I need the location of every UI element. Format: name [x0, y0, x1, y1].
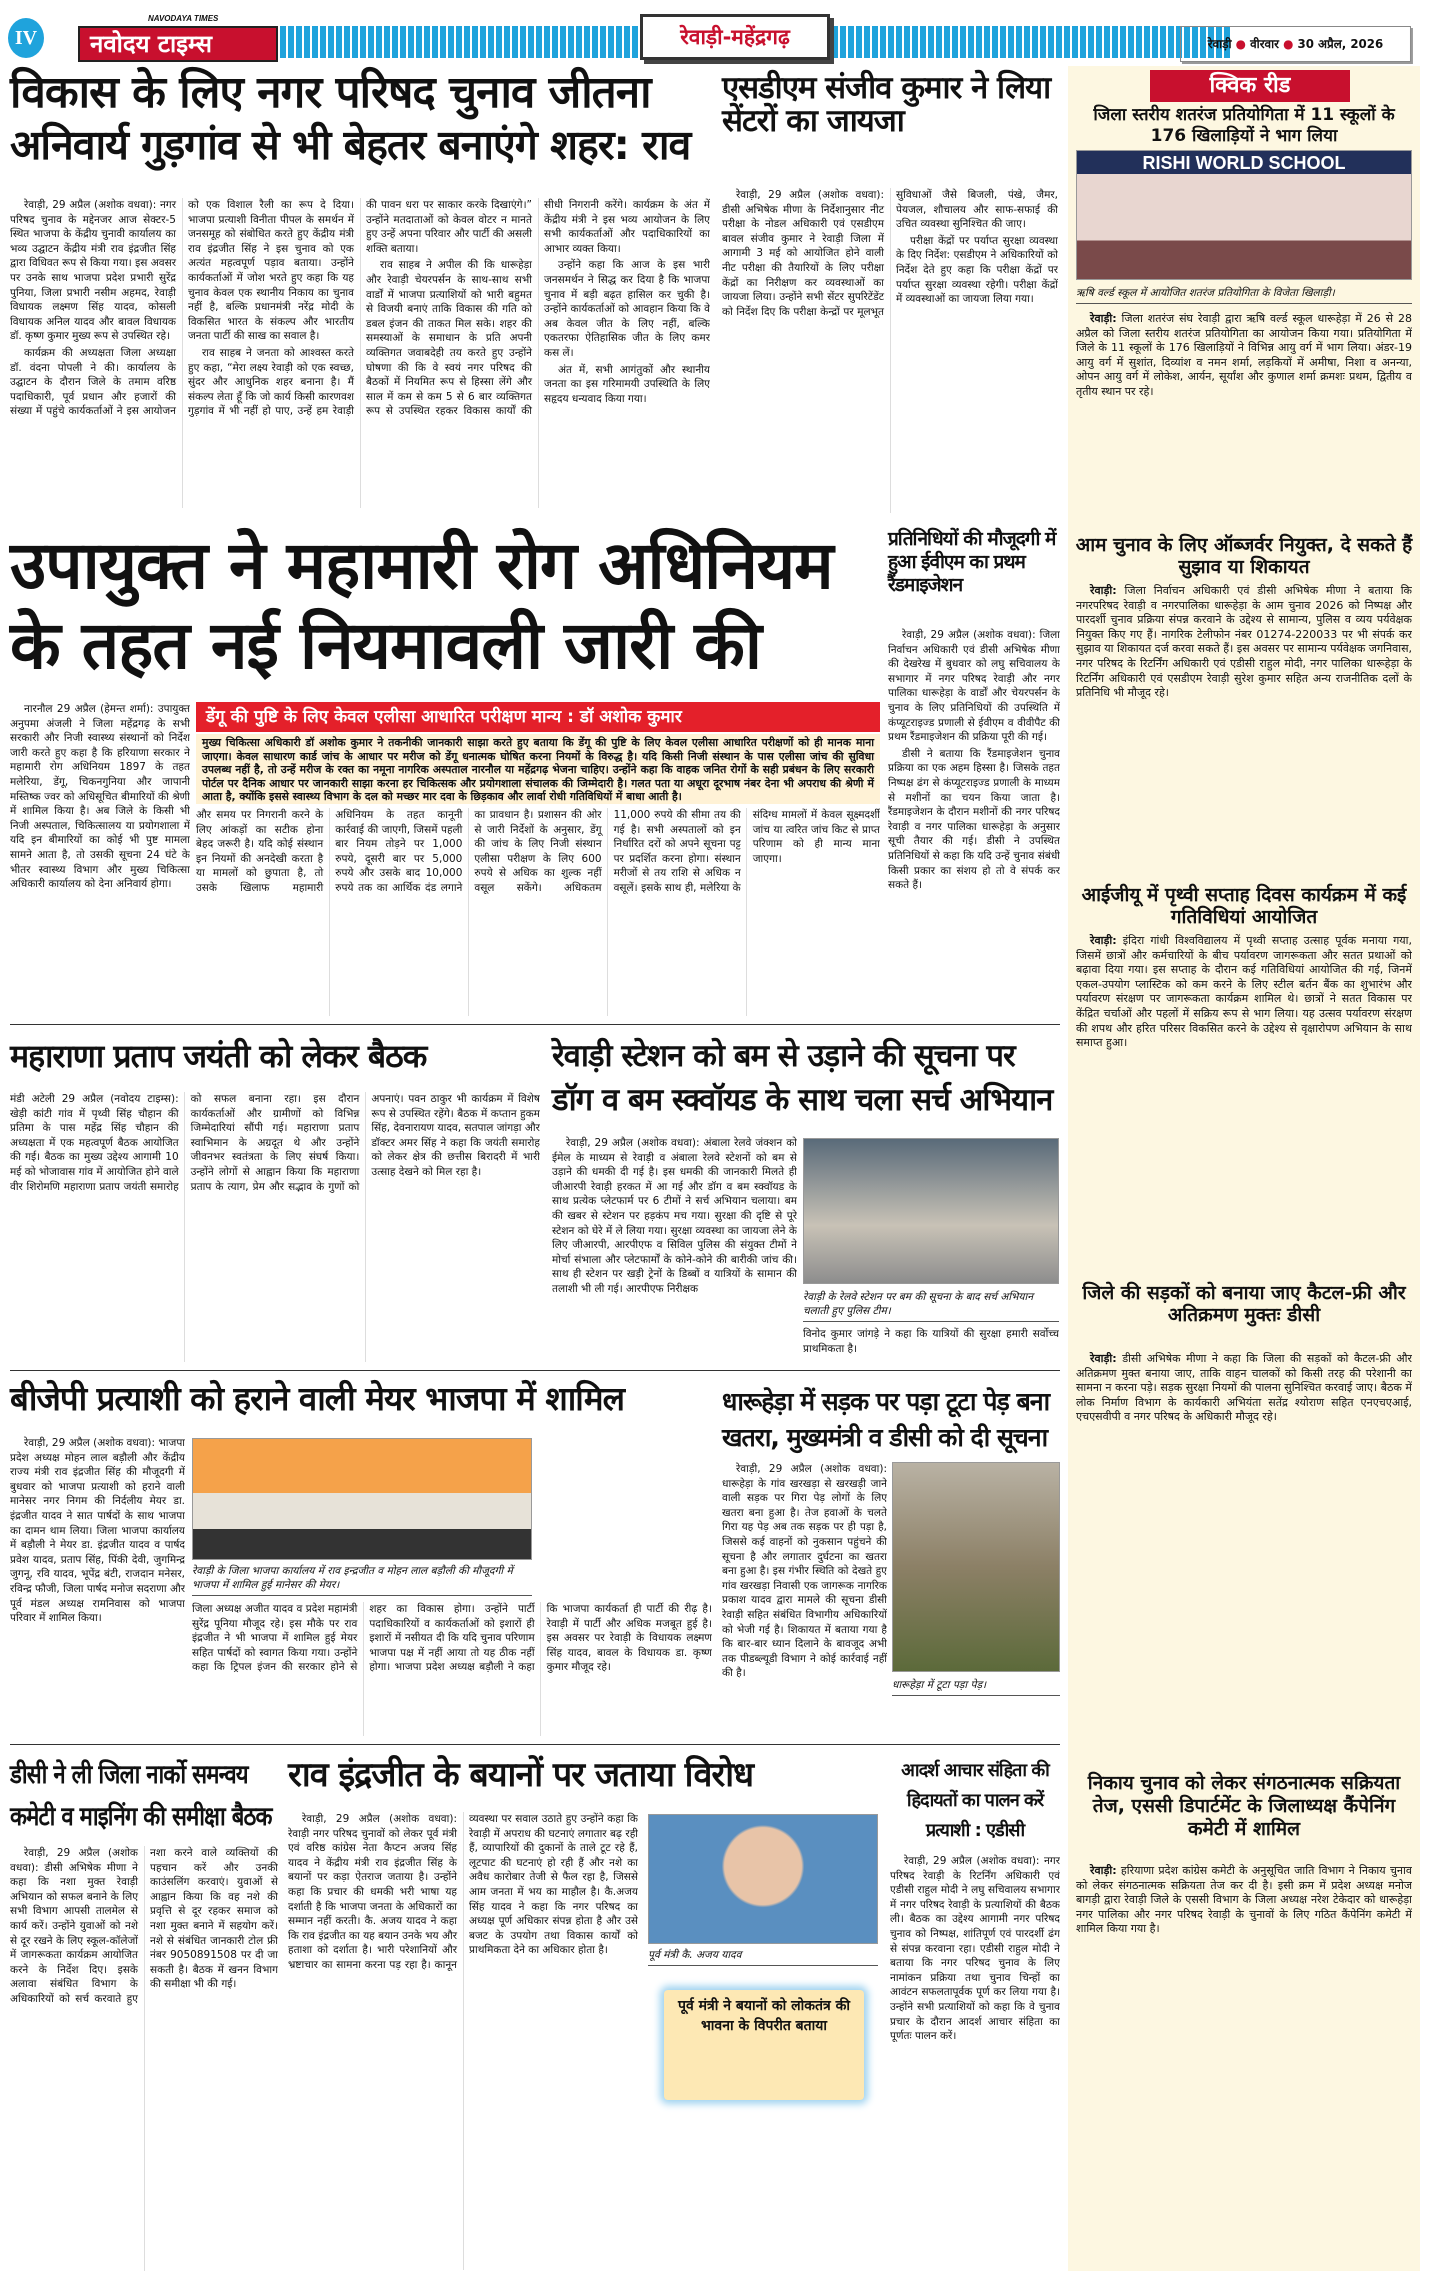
dateline-date: 30 अप्रैल, 2026	[1297, 37, 1384, 51]
quick-read-tab	[1150, 70, 1350, 102]
code-headline: आदर्श आचार संहिता की हिदायतों का पालन करें प्रत्याशी : एडीसी	[901, 1760, 1049, 1841]
dengue-banner	[196, 702, 880, 732]
observer-headline: आम चुनाव के लिए ऑब्जर्वर नियुक्त, दे सकते हैं सुझाव या शिकायत	[1075, 534, 1413, 578]
english-name: NAVODAYA TIMES	[148, 14, 219, 23]
lead-headline-line-2: अनिवार्य गुड़गांव से भी बेहतर बनाएंगे शहर: राव	[10, 121, 691, 170]
brand-logo	[78, 26, 278, 62]
photo-banner-text: RISHI WORLD SCHOOL	[1142, 153, 1346, 173]
tree-body: रेवाड़ी, 29 अप्रैल (अशोक वधवा): धारूहेड़ा के गांव खरखड़ा से खरखड़ी जाने वाली सड़क पर गिरा पेड़ लोगों के लिए खतरा बना हुआ है। तेज हवाओं के चलते गिरा यह पेड़ अब तक सड़क पर ही पड़ा है, जिससे कई वाहनों को नुकसान पहुंचने की सूचना है और लगातार दुर्घटना का खतरा बना हुआ है। इस गंभीर स्थिति को देखते हुए गांव खरखड़ा निवासी एक जागरूक नागरिक प्रकाश यादव द्वारा मामले की सूचना डीसी रेवाड़ी सहित संबंधित विभागीय अधिकारियों को भेजी गई है। शिकायत में बताया गया है कि बार-बार ध्यान दिलाने के बावजूद अभी तक पीडब्ल्यूडी विभाग ने कोई कार्रवाई नहीं की है।	[722, 1463, 887, 1680]
tree-headline: धारूहेड़ा में सड़क पर पड़ा टूटा पेड़ बना खतरा, मुख्यमंत्री व डीसी को दी सूचना	[722, 1387, 1050, 1452]
maharana-headline: महाराणा प्रताप जयंती को लेकर बैठक	[10, 1037, 427, 1075]
dateline-day: वीरवार	[1250, 37, 1279, 51]
sdm-headline: एसडीएम संजीव कुमार ने लिया सेंटरों का जायजा	[722, 70, 1051, 139]
lead-headline-line-1: विकास के लिए नगर परिषद चुनाव जीतना	[10, 67, 651, 118]
divider	[10, 1744, 1060, 1745]
sdm-body	[722, 188, 1058, 513]
narco-body: रेवाड़ी, 29 अप्रैल (अशोक वधवा): डीसी अभिषेक मीणा ने कहा कि नशा मुक्त रेवाड़ी अभियान को सफल बनाने के लिए सभी विभाग आपसी तालमेल से कार्य करें। उन्होंने युवाओं को नशे से दूर रखने के लिए स्कूल-कॉलेजों में जागरूकता कार्यक्रम आयोजित करने के निर्देश दिए। इसके अलावा संबंधित विभाग के अधिकारियों को सर्च करवाते हुए नशा करने वाले व्यक्तियों की पहचान करें और उनकी काउंसलिंग करवाएं। युवाओं से आह्वान किया कि वह नशे की प्रवृत्ति से दूर रहकर समाज को नशा मुक्त बनाने में सहयोग करें। नशे से संबंधित जानकारी टोल फ्री नंबर 9050891508 पर दी जा सकती है। बैठक में खनन विभाग की समीक्षा भी की गई।	[10, 1847, 278, 2005]
page-number-badge	[8, 18, 44, 58]
section-name: रेवाड़ी-महेंद्रगढ़	[680, 25, 790, 49]
cattle-headline: जिले की सड़कों को बनाया जाए कैटल-फ्री और अतिक्रमण मुक्तः डीसी	[1082, 1282, 1406, 1326]
chess-body	[1076, 312, 1412, 530]
section-bubble	[640, 14, 830, 60]
mayor-photo	[192, 1438, 532, 1560]
station-body: रेवाड़ी, 29 अप्रैल (अशोक वधवा): अंबाला रेलवे जंक्शन को ईमेल के माध्यम से रेवाड़ी व अंबाला रेलवे स्टेशनों को बम से उड़ाने की धमकी दी गई है। इस धमकी की जानकारी मिलते ही जीआरपी रेवाड़ी हरकत में आ गई और डॉग व बम स्क्वॉयड के साथ प्रत्येक प्लेटफार्म पर 6 टीमों ने सर्च अभियान चलाया। बम की खबर से स्टेशन पर हड़कंप मच गया। सुरक्षा की दृष्टि से पूरे स्टेशन को घेरे में ले लिया गया। सुरक्षा व्यवस्था का जायजा लेने के लिए जीआरपी, आरपीएफ व सिविल पुलिस की संयुक्त टीमों ने मोर्चा संभाला और प्लेटफार्मों के कोने-कोने की बारीकी जांच की। साथ ही स्टेशन पर खड़ी ट्रेनों के डिब्बों व यात्रियों के सामान की तलाशी भी ली गई। आरपीएफ निरीक्षक	[552, 1137, 797, 1295]
ajay-yadav-photo	[648, 1814, 878, 1944]
paragraph: राव साहब ने अपील की कि धारूहेड़ा और रेवाड़ी चेयरपर्सन के साथ-साथ सभी वार्डों में भाजपा प्रत्याशियों को भारी बहुमत से विजयी बनाएं ताकि विकास की गति को डबल इंजन की ताकत मिल सके। शहर की समस्याओं के समाधान के प्रति अपनी व्यक्तिगत जवाबदेही तय करते हुए उन्होंने घोषणा की कि वे स्वयं नगर परिषद की बैठकों में नियमित रूप से हिस्सा लेंगे और साल में कम से कम 5 से 6 बार व्यक्तिगत रूप से उपस्थित रहकर विकास कार्यों की सीधी निगरानी करेंगे। कार्यक्रम के अंत में केंद्रीय मंत्री ने इस भव्य आयोजन के लिए सभी कार्यकर्ताओं और पदाधिकारियों का आभार व्यक्त किया।	[366, 199, 710, 418]
dengue-body-left: नारनौल 29 अप्रैल (हेमन्त शर्मा): उपायुक्त अनुपमा अंजली ने जिला महेंद्रगढ़ के सभी सरकारी और निजी स्वास्थ्य संस्थानों को निर्देश जारी करते हुए कहा है कि हरियाणा सरकार ने महामारी रोग अधिनियम 1897 के तहत मलेरिया, डेंगू, चिकनगुनिया और जापानी मस्तिष्क ज्वर को अधिसूचित बीमारियों की श्रेणी में शामिल किया है। अब जिले के किसी भी निजी अस्पताल, चिकित्सालय या प्रयोगशाला में यदि इन बीमारियों का कोई भी पुष्ट मामला सामने आता है, तो उसकी सूचना 24 घंटे के भीतर स्वास्थ्य विभाग और मुख्य चिकित्सा अधिकारी कार्यालय को देना अनिवार्य होगा।	[10, 703, 190, 891]
lead-headline	[10, 67, 710, 170]
paragraph: डीसी ने बताया कि रैंडमाइजेशन चुनाव प्रक्रिया का एक अहम हिस्सा है। जिसके तहत निष्पक्ष ढंग से कंप्यूटराइज्ड प्रणाली के माध्यम से मशीनों का चयन किया जाता है। रैंडमाइजेशन के दौरान मशीनों की नगर परिषद रेवाड़ी व नगर पालिका धारूहेड़ा के अनुसार सूची तैयार की गई। डीसी ने उपस्थित प्रतिनिधियों से कहा कि यदि उन्हें चुनाव संबंधी किसी प्रकार का संशय हो तो वे संपर्क कर सकते हैं।	[888, 747, 1060, 892]
dengue-box: मुख्य चिकित्सा अधिकारी डॉ अशोक कुमार ने तकनीकी जानकारी साझा करते हुए बताया कि डेंगू की पुष्टि के लिए केवल एलीसा आधारित परीक्षणों को ही मानक माना जाएगा। केवल साधारण कार्ड जांच के आधार पर मरीज को डेंगू धनात्मक घोषित करना नियमों के विरुद्ध है। यदि किसी निजी संस्थान के पास एलीसा जांच की सुविधा उपलब्ध नहीं है, तो उन्हें मरीज के रक्त का नमूना नागरिक अस्पताल नारनौल या महेंद्रगढ़ भेजना चाहिए। उन्होंने कहा कि वाहक जनित रोगों के सही प्रबंधन के लिए सरकारी पोर्टल पर दैनिक आधार पर जानकारी साझा करना हर चिकित्सक और प्रयोगशाला संचालक की जिम्मेदारी है। गलत पता या अधूरा दूरभाष नंबर देना भी अपराध की श्रेणी में आता है, क्योंकि इससे स्वास्थ्य विभाग के दल को मच्छर मार दवा के छिड़काव और लार्वा रोधी गतिविधियों में बाधा आती है।	[196, 734, 880, 804]
lead-word: रेवाड़ी:	[1090, 1352, 1117, 1365]
paragraph: कार्यक्रम की अध्यक्षता जिला अध्यक्षा डॉ. वंदना पोपली ने की। कार्यालय के उद्घाटन के दौरान जिले के तमाम वरिष्ठ पदाधिकारी, पूर्व प्रधान और हजारों की संख्या में पहुंचे कार्यकर्ताओं ने इस आयोजन को एक विशाल रैली का रूप दे दिया। भाजपा प्रत्याशी विनीता पीपल के समर्थन में जनसमूह को संबोधित करते हुए केंद्रीय मंत्री राव इंद्रजीत सिंह ने इस चुनाव को एक अत्यंत महत्वपूर्ण पड़ाव बताया। उन्होंने कार्यकर्ताओं में जोश भरते हुए कहा कि यह चुनाव केवल एक स्थानीय निकाय का चुनाव नहीं है, बल्कि प्रधानमंत्री नरेंद्र मोदी के विकसित भारत के संकल्प और भारतीय जनता पार्टी की साख का सवाल है।	[10, 199, 354, 418]
cattle-body	[1076, 1352, 1412, 1760]
paragraph: डीसी अभिषेक मीणा ने कहा कि जिला की सड़कों को कैटल-फ्री और अतिक्रमण मुक्त बनाया जाए, ताकि वाहन चालकों को किसी तरह की परेशानी का सामना न करना पड़े। सड़क सुरक्षा नियमों की पालना सुनिश्चित करवाई जाए। बैठक में लोक निर्माण विभाग के कार्यकारी अभियंता सतेंद्र श्योराण सहित एनएचएआई, एचएसवीपी व नगर परिषद के अधिकारी मौजूद रहे।	[1076, 1352, 1412, 1424]
dateline-box: रेवाड़ी ● वीरवार ● 30 अप्रैल, 2026	[1180, 26, 1411, 62]
paragraph: हरियाणा प्रदेश कांग्रेस कमेटी के अनुसूचित जाति विभाग ने निकाय चुनाव को लेकर संगठनात्मक सक्रियता तेज कर दी है। इसी क्रम में प्रदेश अध्यक्ष मनोज बागड़ी द्वारा रेवाड़ी जिले के एससी विभाग के जिला अध्यक्ष नरेश टेकेदार को धारूहेड़ा नगर पालिका और नगर परिषद रेवाड़ी के चुनावों के लिए गठित कैंपेनिंग कमेटी में शामिल किया गया है।	[1076, 1864, 1412, 1936]
ajay-yadav-caption: पूर्व मंत्री कै. अजय यादव	[648, 1946, 878, 1966]
station-photo	[803, 1138, 1059, 1284]
paragraph: रेवाड़ी, 29 अप्रैल (अशोक वधवा): डीसी अभिषेक मीणा के निर्देशानुसार नीट परीक्षा के नोडल अधिकारी एवं एसडीएम बावल संजीव कुमार ने रेवाड़ी जिला में आगामी 3 मई को आयोजित होने वाली नीट परीक्षा की तैयारियों के लिए परीक्षा केंद्रों का निरीक्षण कर व्यवस्थाओं का जायजा लिया। उन्होंने सभी सेंटर सुपरिटेंडेंट को निर्देश दिए कि परीक्षा केन्द्रों पर मूलभूत सुविधाओं जैसे बिजली, पंखे, जैमर, पेयजल, शौचालय और साफ-सफाई की उचित व्यवस्था सुनिश्चित की जाए।	[722, 189, 1058, 318]
dengue-body-main: और समय पर निगरानी करने के लिए आंकड़ों का सटीक होना बेहद जरूरी है। यदि कोई संस्थान इन नियमों की अनदेखी करता है या मामलों को छुपाता है, तो उसके खिलाफ महामारी अधिनियम के तहत कानूनी कार्रवाई की जाएगी, जिसमें पहली बार नियम तोड़ने पर 1,000 रुपये, दूसरी बार पर 5,000 रुपये और उसके बाद 10,000 रुपये तक का आर्थिक दंड लगाने का प्रावधान है। प्रशासन की ओर से जारी निर्देशों के अनुसार, डेंगू की जांच के लिए निजी संस्थान एलीसा परीक्षण के लिए 600 रुपये से अधिक का शुल्क नहीं वसूल सकेंगे। अधिकतम 11,000 रुपये की सीमा तय की गई है। सभी अस्पतालों को इन निर्धारित दरों को अपने सूचना पट्ट पर प्रदर्शित करना होगा। संस्थान मरीजों से तय राशि से अधिक न वसूलें। इसके साथ ही, मलेरिया के संदिग्ध मामलों में केवल सूक्ष्मदर्शी जांच या त्वरित जांच किट से प्राप्त परिणाम को ही मान्य माना जाएगा।	[196, 809, 880, 894]
lead-word: रेवाड़ी:	[1090, 934, 1117, 947]
rao-protest-headline: राव इंद्रजीत के बयानों पर जताया विरोध	[288, 1755, 754, 1795]
divider	[10, 1024, 1060, 1025]
paragraph: रेवाड़ी, 29 अप्रैल (अशोक वधवा): जिला निर्वाचन अधिकारी एवं डीसी अभिषेक मीणा की देखरेख में बुधवार को लघु सचिवालय के सभागार में नगर परिषद रेवाड़ी और नगर पालिका धारूहेड़ा के वार्डों और चेयरपर्सन के चुनाव के लिए प्रतिनिधियों की उपस्थिति में कंप्यूटराइज्ड प्रणाली से ईवीएम व वीवीपैट की प्रथम रैंडमाइजेशन की प्रक्रिया पूरी की गई।	[888, 629, 1060, 744]
pull-quote	[664, 1990, 864, 2100]
sc-dept-headline: निकाय चुनाव को लेकर संगठनात्मक सक्रियता तेज, एससी डिपार्टमेंट के जिलाध्यक्ष कैंपेनिंग कमेटी में शामिल	[1087, 1772, 1401, 1840]
masthead	[0, 14, 1429, 64]
igu-body	[1076, 934, 1412, 1274]
narco-headline: डीसी ने ली जिला नार्को समन्वय कमेटी व माइनिंग की समीक्षा बैठक	[10, 1760, 272, 1832]
page-number: IV	[14, 26, 38, 49]
lead-body	[10, 198, 710, 508]
mayor-headline: बीजेपी प्रत्याशी को हराने वाली मेयर भाजपा में शामिल	[10, 1379, 624, 1418]
lead-word: रेवाड़ी:	[1090, 1864, 1117, 1877]
paragraph: इंदिरा गांधी विश्वविद्यालय में पृथ्वी सप्ताह उत्साह पूर्वक मनाया गया, जिसमें छात्रों और कर्मचारियों के बीच पर्यावरण जागरूकता और सतत प्रथाओं को बढ़ावा दिया गया। इस सप्ताह के दौरान कई गतिविधियां आयोजित की गई, जिनमें एकल-उपयोग प्लास्टिक को कम करने के लिए स्टील बर्तन बैंक का शुभारंभ और पर्यावरण संरक्षण पर जागरूकता कार्यक्रम शामिल थे। छात्रों ने सतत विकास पर केंद्रित चर्चाओं और पहलों में सक्रिय रूप से भाग लिया। यह उत्सव पर्यावरण संरक्षण की शपथ और हरित परिसर विकसित करने के उद्देश्य से वृक्षारोपण अभियान के साथ समाप्त हुआ।	[1076, 934, 1412, 1050]
divider	[10, 1370, 1060, 1371]
mayor-caption: रेवाड़ी के जिला भाजपा कार्यालय में राव इन्द्रजीत व मोहन लाल बड़ौली की मौजूदगी में भाजपा में शामिल हुई मानेसर की मेयर।	[192, 1562, 532, 1596]
station-caption: रेवाड़ी के रेलवे स्टेशन पर बम की सूचना के बाद सर्च अभियान चलाती हुए पुलिस टीम।	[803, 1288, 1059, 1322]
chess-headline: जिला स्तरीय शतरंज प्रतियोगिता में 11 स्कूलों के 176 खिलाड़ियों ने भाग लिया	[1093, 105, 1395, 146]
paragraph: परीक्षा केंद्रों पर पर्याप्त सुरक्षा व्यवस्था के दिए निर्देश: एसडीएम ने अधिकारियों को निर्देश देते हुए कहा कि परीक्षा केंद्रों पर पर्याप्त सुरक्षा व्यवस्था रहेगी। परीक्षा केंद्रों में व्यवस्थाओं का जायजा लिया गया।	[896, 234, 1058, 306]
station-headline: रेवाड़ी स्टेशन को बम से उड़ाने की सूचना पर डॉग व बम स्क्वॉयड के साथ चला सर्च अभियान	[552, 1038, 1053, 1118]
paragraph: उन्होंने कहा कि आज के इस भारी जनसमर्थन ने सिद्ध कर दिया है कि भाजपा चुनाव में बड़ी बढ़त हासिल कर चुकी है। उन्होंने कार्यकर्ताओं को आवहान किया कि वे अब केवल जीत के लिए नहीं, बल्कि एकतरफा ऐतिहासिक जीत के लिए कमर कस लें।	[544, 259, 710, 359]
dateline-city: रेवाड़ी	[1207, 37, 1232, 51]
maharana-body: मंडी अटेली 29 अप्रैल (नवोदय टाइम्स): खेड़ी कांटी गांव में पृथ्वी सिंह चौहान की प्रतिमा के पास महेंद्र सिंह चौहान की अध्यक्षता में एक महत्वपूर्ण बैठक आयोजित की गई। बैठक का मुख्य उद्देश्य आगामी 10 मई को भोजावास गांव में आयोजित होने वाले वीर शिरोमणि महाराणा प्रताप जयंती समारोह को सफल बनाना रहा। इस दौरान कार्यकर्ताओं और ग्रामीणों को विभिन्न जिम्मेदारियां सौंपी गई। महाराणा प्रताप स्वाभिमान के अग्रदूत थे और उन्होंने जीवनभर स्वतंत्रता के लिए संघर्ष किया। उन्होंने लोगों से आह्वान किया कि महाराणा प्रताप के त्याग, प्रेम और सद्भाव के गुणों को अपनाएं। पवन ठाकुर भी कार्यक्रम में विशेष रूप से उपस्थित रहेंगे। बैठक में कप्तान हुकम सिंह, देवनारायण यादव, सतपाल जांगड़ा और डॉक्टर अमर सिंह ने कहा कि जयंती समारोह को लेकर क्षेत्र की छत्तीस बिरादरी में भारी उत्साह देखने को मिल रहा है।	[10, 1093, 540, 1193]
paragraph: राव साहब ने जनता को आश्वस्त करते हुए कहा, “मेरा लक्ष्य रेवाड़ी को एक स्वच्छ, सुंदर और आधुनिक शहर बनाना है। मैं संकल्प लेता हूँ कि जो कार्य किसी कारणवश गुड़गांव में भी नहीं हो पाए, उन्हें हम रेवाड़ी की पावन धरा पर साकार करके दिखाएंगे।” उन्होंने मतदाताओं को केवल वोटर न मानते हुए उन्हें अपना परिवार और पार्टी की असली शक्ति बताया।	[188, 199, 532, 418]
pull-quote-text: पूर्व मंत्री ने बयानों को लोकतंत्र की भावना के विपरीत बताया	[678, 1998, 850, 2034]
tree-photo	[892, 1462, 1060, 1672]
dengue-banner-text: डेंगू की पुष्टि के लिए केवल एलीसा आधारित परीक्षण मान्य : डॉ अशोक कुमार	[206, 707, 682, 727]
igu-headline: आईजीयू में पृथ्वी सप्ताह दिवस कार्यक्रम में कई गतिविधियां आयोजित	[1081, 884, 1407, 928]
chess-photo	[1076, 150, 1412, 280]
brand-name: नवोदय टाइम्स	[90, 30, 213, 58]
station-after-caption: विनोद कुमार जांगड़े ने कहा कि यात्रियों की सुरक्षा हमारी सर्वोच्च प्राथमिकता है।	[803, 1328, 1059, 1355]
sc-dept-body	[1076, 1864, 1412, 2267]
lead-word: रेवाड़ी:	[1090, 584, 1117, 597]
paragraph: जिला निर्वाचन अधिकारी एवं डीसी अभिषेक मीणा ने बताया कि नगरपरिषद रेवाड़ी व नगरपालिका धारूहेड़ा के आम चुनाव 2026 को निष्पक्ष और पारदर्शी चुनाव प्रक्रिया संपन्न करवाने के उद्देश्य से सामान्य, पुलिस व व्यय पर्यवेक्षक नियुक्त किए गए हैं। नागरिक टेलीफोन नंबर 01274-220033 पर भी संपर्क कर सुझाव या शिकायत दर्ज करवा सकते हैं। इस अवसर पर सामान्य पर्यवेक्षक जगनिवास, नगर परिषद के रिटर्निंग अधिकारी एवं एडीसी राहुल मोदी, नगर पालिका धारूहेड़ा के रिटर्निंग अधिकारी एवं एसडीएम रेवाड़ी सुरेश कुमार सहित अन्य राजनीतिक दलों के प्रतिनिधि भी मौजूद रहे।	[1076, 584, 1412, 700]
mayor-body-left: रेवाड़ी, 29 अप्रैल (अशोक वधवा): भाजपा प्रदेश अध्यक्ष मोहन लाल बड़ौली और केंद्रीय राज्य मंत्री राव इंद्रजीत सिंह की मौजूदगी में बुधवार को भाजपा प्रत्याशी को हराने वाली मानेसर नगर निगम की निर्दलीय मेयर डा. इंद्रजीत यादव ने सात पार्षदों के साथ भाजपा का दामन थाम लिया। जिला भाजपा कार्यालय में बड़ौली ने मेयर डा. इंद्रजीत यादव व पार्षद प्रवेश यादव, प्रताप सिंह, पिंकी देवी, जुगमिन्द्र जुगनू, रवि यादव, भूपेंद्र बंटी, राजदान मनेसर, रविन्द्र फौजी, जिला पार्षद मनोज सदराणा और पूर्व मंडल अध्यक्ष रामनिवास को भाजपा परिवार में शामिल किया।	[10, 1437, 185, 1625]
evm-body	[888, 628, 1060, 1013]
code-body: रेवाड़ी, 29 अप्रैल (अशोक वधवा): नगर परिषद रेवाड़ी के रिटर्निंग अधिकारी एवं एडीसी राहुल मोदी ने लघु सचिवालय सभागार में नगर परिषद रेवाड़ी के प्रत्याशियों की बैठक ली। बैठक का उद्देश्य आगामी नगर परिषद चुनाव को निष्पक्ष, शांतिपूर्ण एवं पारदर्शी ढंग से संपन्न करवाना रहा। एडीसी राहुल मोदी ने बताया कि नगर परिषद चुनाव के लिए नामांकन प्रक्रिया तथा चुनाव चिन्हों का आवंटन सफलतापूर्वक पूर्ण कर लिया गया है। उन्होंने सभी प्रत्याशियों को कहा कि वे चुनाव प्रचार के दौरान आदर्श आचार संहिता का पूर्णतः पालन करें।	[890, 1855, 1060, 2043]
mayor-body-right: जिला अध्यक्ष अजीत यादव व प्रदेश महामंत्री सुरेंद्र पूनिया मौजूद रहे। इस मौके पर राव इंद्रजीत ने भी भाजपा में शामिल हुई मेयर सहित पार्षदों को स्वागत किया गया। उन्होंने कहा कि ट्रिपल इंजन की सरकार होने से शहर का विकास होगा। उन्होंने पार्टी पदाधिकारियों व कार्यकर्ताओं को इशारों ही इशारों में नसीयत दी कि यदि चुनाव परिणाम भाजपा पक्ष में नहीं आया तो यह ठीक नहीं होगा। भाजपा प्रदेश अध्यक्ष बड़ौली ने कहा कि भाजपा कार्यकर्ता ही पार्टी की रीढ़ है। रेवाड़ी में पार्टी और अधिक मजबूत हुई है। इस अवसर पर रेवाड़ी के विधायक लक्ष्मण सिंह यादव, बावल के विधायक डा. कृष्ण कुमार मौजूद रहे।	[192, 1603, 712, 1674]
chess-caption: ऋषि वर्ल्ड स्कूल में आयोजित शतरंज प्रतियोगिता के विजेता खिलाड़ी।	[1076, 284, 1412, 304]
rao-protest-body: रेवाड़ी, 29 अप्रैल (अशोक वधवा): रेवाड़ी नगर परिषद चुनावों को लेकर पूर्व मंत्री एवं वरिष्ठ कांग्रेस नेता कैप्टन अजय सिंह यादव ने केंद्रीय मंत्री राव इंद्रजीत सिंह के बयानों पर कड़ा ऐतराज जताया है। उन्होंने कहा कि प्रचार की धमकी भरी भाषा यह दर्शाती है कि भाजपा जनता के अधिकारों का सम्मान नहीं करती। कै. अजय यादव ने कहा कि राव इंद्रजीत का यह बयान उनके भय और हताशा को दर्शाता है। भारी परेशानियों और भ्रष्टाचार का सामना करना पड़ रहा है। कानून व्यवस्था पर सवाल उठाते हुए उन्होंने कहा कि रेवाड़ी में अपराध की घटनाएं लगातार बढ़ रही हैं, व्यापारियों की दुकानों के ताले टूट रहे हैं, लूटपाट की घटनाएं हो रही हैं और नशे का अवैध कारोबार तेजी से फैल रहा है, जिससे आम जनता में भय का माहौल है। कै.अजय सिंह यादव ने कहा कि नगर परिषद का अध्यक्ष पूर्ण अधिकार संपन्न होता है और उसे बजट के उपयोग तथा विकास कार्यों को प्राथमिकता देने का अधिकार होता है।	[288, 1813, 638, 1971]
evm-headline: प्रतिनिधियों की मौजूदगी में हुआ ईवीएम का प्रथम रैंडमाइजेशन	[888, 528, 1056, 596]
observer-body	[1076, 584, 1412, 878]
quick-read-label: क्विक रीड	[1209, 73, 1291, 98]
paragraph: रेवाड़ी, 29 अप्रैल (अशोक वधवा): नगर परिषद चुनाव के मद्देनजर आज सेक्टर-5 स्थित भाजपा के केंद्रीय चुनावी कार्यालय का भव्य उद्घाटन केंद्रीय मंत्री राव इंद्रजीत सिंह द्वारा विधिवत रूप से किया गया। इस अवसर पर उनके साथ भाजपा प्रदेश प्रभारी सुरेंद्र पुनिया, जिला प्रभारी नसीम अहमद, रेवाड़ी विधायक लक्ष्मण सिंह यादव, कोसली विधायक अनिल यादव और बावल विधायक डॉ. कृष्ण कुमार मुख्य रूप से उपस्थित रहे।	[10, 199, 176, 343]
tree-caption: धारूहेड़ा में टूटा पड़ा पेड़।	[892, 1676, 1060, 1696]
paragraph: अंत में, सभी आगंतुकों और स्थानीय जनता का इस गरिमामयी उपस्थिति के लिए सहृदय धन्यवाद किया गया।	[544, 363, 710, 405]
dengue-headline: उपायुक्त ने महामारी रोग अधिनियम के तहत नई नियमावली जारी की	[10, 527, 833, 684]
paragraph: जिला शतरंज संघ रेवाड़ी द्वारा ऋषि वर्ल्ड स्कूल धारूहेड़ा में 26 से 28 अप्रैल को जिला स्तरीय शतरंज प्रतियोगिता का आयोजन किया गया। प्रतियोगिता में जिले के 11 स्कूलों के 176 खिलाड़ियों ने विभिन्न आयु वर्ग में भाग लिया। अंडर-19 आयु वर्ग में सुशांत, दिव्यांश व नमन शर्मा, लड़कियों में अमीषा, निशा व अनन्या, ओपन आयु वर्ग में लोकेश, आर्यन, सूर्यांश और कुणाल शर्मा क्रमशः प्रथम, द्वितीय व तृतीय स्थान पर रहे।	[1076, 312, 1412, 398]
lead-word: रेवाड़ी:	[1090, 312, 1117, 325]
